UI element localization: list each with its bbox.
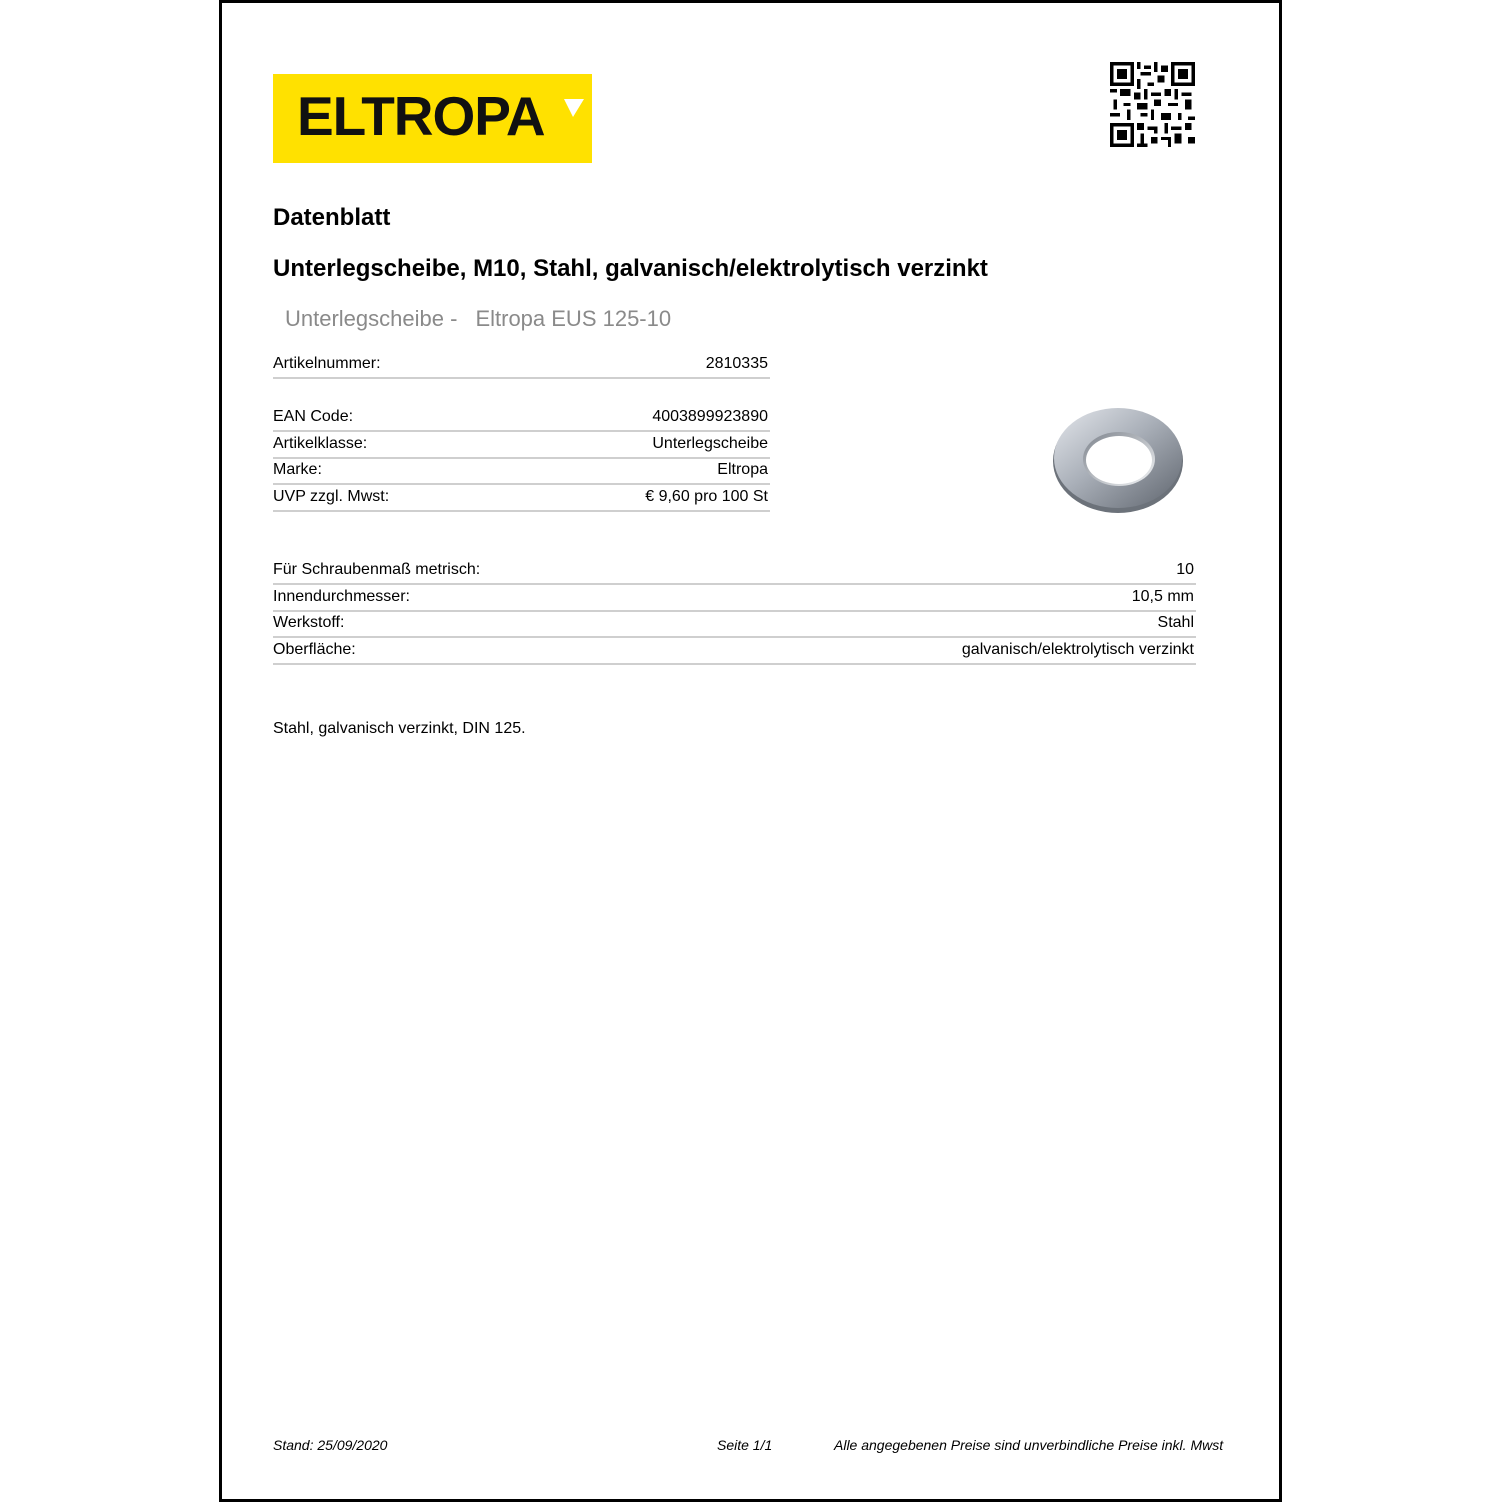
qr-code-icon <box>1110 62 1195 147</box>
footer-price-note: Alle angegebenen Preise sind unverbindliche Preise inkl. Mwst <box>834 1437 1224 1453</box>
spec-label: Innendurchmesser: <box>273 588 410 605</box>
info-row-brand <box>273 457 770 485</box>
spec-value: galvanisch/elektrolytisch verzinkt <box>961 641 1194 658</box>
info-label: UVP zzgl. Mwst: <box>273 488 390 505</box>
logo-text: ELTROPA <box>297 85 545 147</box>
spec-label: Oberfläche: <box>273 641 356 658</box>
info-label: Artikelklasse: <box>273 435 368 452</box>
product-subtitle <box>285 306 671 332</box>
spec-row-surface <box>273 637 1196 665</box>
info-label: Marke: <box>273 461 322 478</box>
footer-date: Stand: 25/09/2020 <box>273 1437 388 1453</box>
spec-label: Werkstoff: <box>273 614 345 631</box>
info-value: 2810335 <box>705 355 768 372</box>
info-value: 4003899923890 <box>652 408 768 425</box>
eltropa-logo <box>273 74 592 163</box>
subtitle-category: Unterlegscheibe - <box>285 306 458 331</box>
spec-value: 10,5 mm <box>1131 588 1194 605</box>
info-value: Unterlegscheibe <box>652 435 768 452</box>
info-value: Eltropa <box>717 461 768 478</box>
footer-page-number: Seite 1/1 <box>717 1437 773 1453</box>
info-row-price <box>273 484 770 512</box>
spec-value: Stahl <box>1157 614 1194 631</box>
product-title: Unterlegscheibe, M10, Stahl, galvanisch/elektrolytisch verzinkt <box>273 255 988 282</box>
spec-value: 10 <box>1176 561 1194 578</box>
subtitle-model: Eltropa EUS 125-10 <box>475 306 672 331</box>
info-row-article-class <box>273 431 770 459</box>
spec-row-material <box>273 610 1196 638</box>
product-description: Stahl, galvanisch verzinkt, DIN 125. <box>273 720 526 737</box>
info-value: € 9,60 pro 100 St <box>645 488 768 505</box>
spec-row-inner-diameter <box>273 584 1196 612</box>
info-row-ean <box>273 404 770 432</box>
spec-row-screw-size <box>273 557 1196 585</box>
info-row-article-number <box>273 351 770 379</box>
info-label: Artikelnummer: <box>273 355 381 372</box>
spec-label: Für Schraubenmaß metrisch: <box>273 561 481 578</box>
info-label: EAN Code: <box>273 408 354 425</box>
washer-product-image <box>1050 404 1186 516</box>
page-title: Datenblatt <box>273 204 391 231</box>
logo-triangle-icon <box>564 99 584 119</box>
